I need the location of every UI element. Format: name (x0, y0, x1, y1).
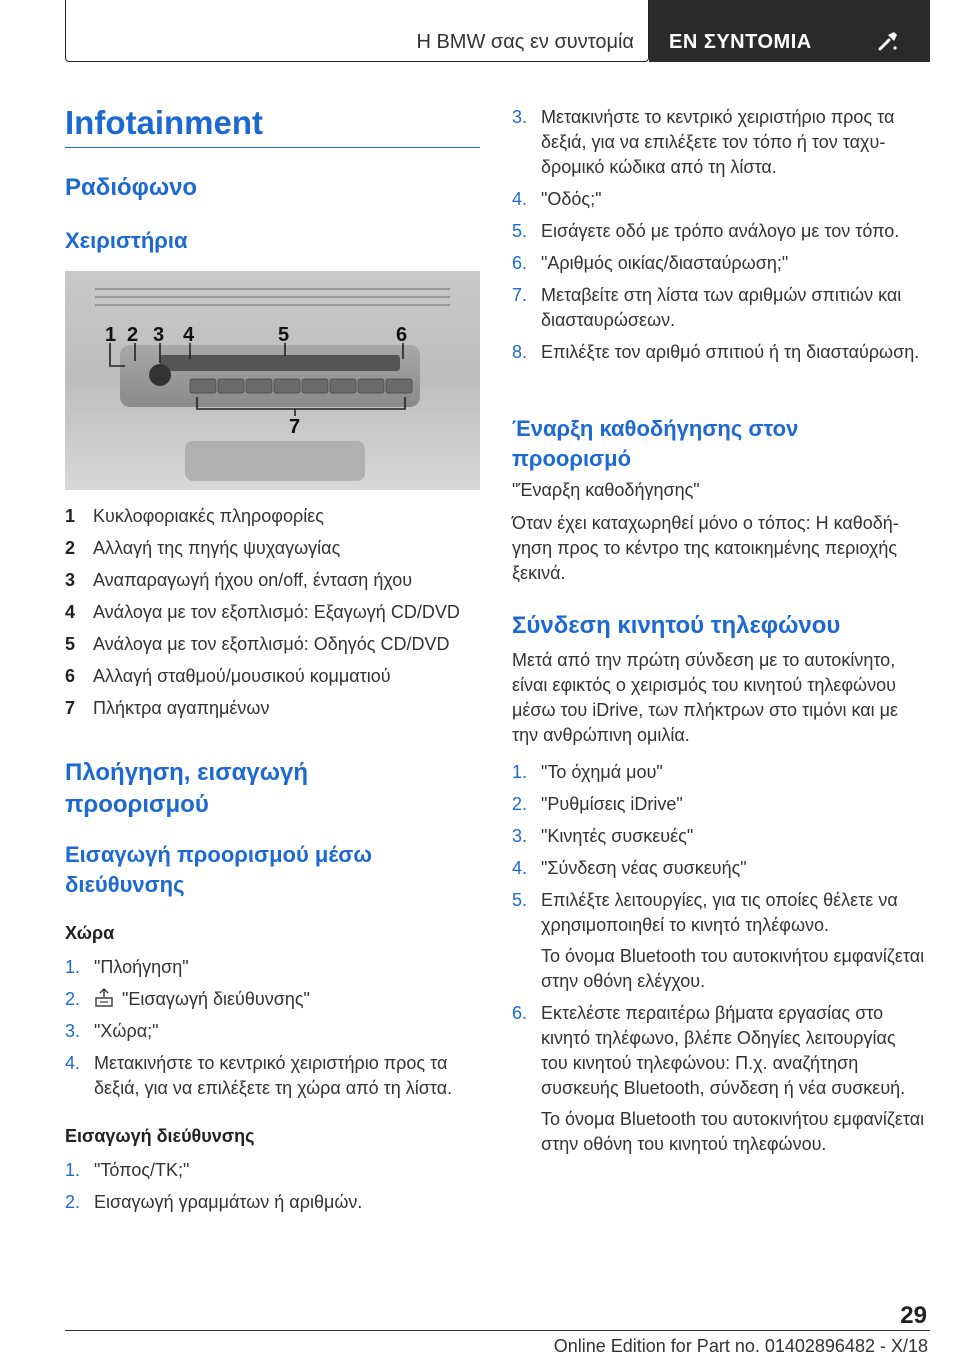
address-steps-part1 (65, 1158, 480, 1222)
section-tab (649, 0, 930, 62)
start-guidance-text: Όταν έχει καταχωρηθεί μόνο ο τόπος: Η καθοδήγηση προς το κέντρο της κατοικημένης περιοχής ξεκινά. (512, 513, 899, 583)
start-guidance-heading: Έναρξη καθοδήγησης στον προορισμό (512, 416, 799, 471)
country-steps (65, 955, 480, 1108)
page-number: 29 (900, 1302, 927, 1329)
list-item: 3. "Χώρα;" (65, 1021, 159, 1041)
legend-item: 5 Ανάλογα με τον εξοπλισμό: Οδηγός CD/DVD (65, 634, 450, 654)
list-item: 6. Εκτελέστε περαιτέρω βήματα εργασίας στο κινητό τηλέφωνο, βλέπε Οδηγίες λειτουργίας του κινητού τηλεφώνου: Π.χ. αναζήτηση συσκευής Bluetooth, σύνδεση ή νέα συσκευή. Το όνομα Bluetooth του αυτοκινήτου εμφανίζεται στην οθόνη του κινητού τηλεφώνου. (512, 1001, 927, 1157)
list-item: 8. Επιλέξτε τον αριθμό σπιτιού ή τη διασταύρωση. (512, 342, 920, 362)
list-item: 1. "Πλοήγηση" (65, 957, 189, 977)
page-title: Infotainment (65, 104, 263, 141)
phone-heading: Σύνδεση κινητού τηλεφώνου (512, 612, 841, 639)
legend-item: 6 Αλλαγή σταθμού/μουσικού κομματιού (65, 666, 391, 686)
breadcrumb-tab (65, 0, 649, 62)
list-item: 2. "Εισαγωγή διεύθυνσης" (65, 989, 310, 1009)
wrench-icon (877, 30, 899, 52)
step-note: Το όνομα Bluetooth του αυτοκινήτου εμφανίζεται στην οθόνη ελέγχου. (541, 946, 925, 991)
list-item: 4. Μετακινήστε το κεντρικό χειριστήριο προς τα δεξιά, για να επιλέξετε τη χώρα από τη λίστα. (65, 1053, 453, 1098)
legend-item: 4 Ανάλογα με τον εξοπλισμό: Εξαγωγή CD/DVD (65, 602, 460, 622)
section-title: ΕΝ ΣΥΝΤΟΜΙΑ (669, 31, 812, 53)
legend-item: 3 Αναπαραγωγή ήχου on/off, ένταση ήχου (65, 570, 413, 590)
callout-7: 7 (289, 416, 301, 438)
controls-legend (65, 504, 480, 728)
list-item: 1. "Το όχημά μου" (512, 762, 663, 782)
list-item: 6. "Αριθμός οικίας/διασταύρωση;" (512, 253, 789, 273)
country-heading: Χώρα (65, 923, 115, 943)
controls-heading: Χειριστήρια (65, 228, 188, 253)
list-item: 4. "Οδός;" (512, 189, 602, 209)
edition-note: Online Edition for Part no. 01402896482 - X/18 (553, 1336, 928, 1356)
address-entry-heading: Εισαγωγή προορισμού μέσω διεύθυνσης (65, 842, 372, 897)
list-item: 2. "Ρυθμίσεις iDrive" (512, 794, 683, 814)
callout-6: 6 (396, 324, 408, 346)
callout-2: 2 (127, 324, 139, 346)
legend-item: 7 Πλήκτρα αγαπημένων (65, 698, 270, 718)
list-item: 2. Εισαγωγή γραμμάτων ή αριθμών. (65, 1192, 363, 1212)
list-item: 3. "Κινητές συσκευές" (512, 826, 694, 846)
list-item: 5. Επιλέξτε λειτουργίες, για τις οποίες θέλετε να χρησιμοποιηθεί το κινητό τηλέφωνο. Το όνομα Bluetooth του αυτοκινήτου εμφανίζεται στην οθόνη ελέγχου. (512, 888, 927, 994)
radio-heading: Ραδιόφωνο (65, 174, 198, 201)
callout-1: 1 (105, 324, 117, 346)
callout-4: 4 (183, 324, 195, 346)
phone-steps (512, 760, 927, 1164)
callout-5: 5 (278, 324, 290, 346)
address-steps-part2 (512, 105, 927, 372)
breadcrumb: Η BMW σας εν συντομία (416, 31, 634, 53)
callout-3: 3 (153, 324, 165, 346)
legend-item: 2 Αλλαγή της πηγής ψυχαγωγίας (65, 538, 341, 558)
list-item: 5. Εισάγετε οδό με τρόπο ανάλογο με τον τόπο. (512, 221, 900, 241)
legend-item: 1 Κυκλοφοριακές πληροφορίες (65, 506, 324, 526)
list-item: 7. Μεταβείτε στη λίστα των αριθμών σπιτιών και διασταυρώσεων. (512, 285, 902, 330)
start-guidance-command: "Έναρξη καθοδήγησης" (512, 480, 700, 500)
list-item: 3. Μετακινήστε το κεντρικό χειριστήριο προς τα δεξιά, για να επιλέξετε τον τόπο ή τον ταχυδρομικό κώδικα από τη λίστα. (512, 107, 895, 177)
radio-controls-photo (65, 271, 480, 490)
step-note: Το όνομα Bluetooth του αυτοκινήτου εμφανίζεται στην οθόνη του κινητού τηλεφώνου. (541, 1109, 925, 1154)
footer-rule (65, 1330, 930, 1331)
navigation-heading: Πλοήγηση, εισαγωγή προορισμού (65, 759, 308, 818)
title-rule (65, 147, 480, 148)
address-input-icon (94, 988, 114, 1008)
page-header (65, 0, 930, 62)
list-item: 4. "Σύνδεση νέας συσκευής" (512, 858, 747, 878)
phone-intro: Μετά από την πρώτη σύνδεση με το αυτοκίνητο, είναι εφικτός ο χειρισμός του κινητού τηλεφώνου μέσω του iDrive, των πλήκτρων στο τιμόνι και με την ανθρώπινη ομιλία. (512, 650, 899, 745)
list-item: 1. "Τόπος/ΤΚ;" (65, 1160, 190, 1180)
address-heading: Εισαγωγή διεύθυνσης (65, 1126, 255, 1146)
